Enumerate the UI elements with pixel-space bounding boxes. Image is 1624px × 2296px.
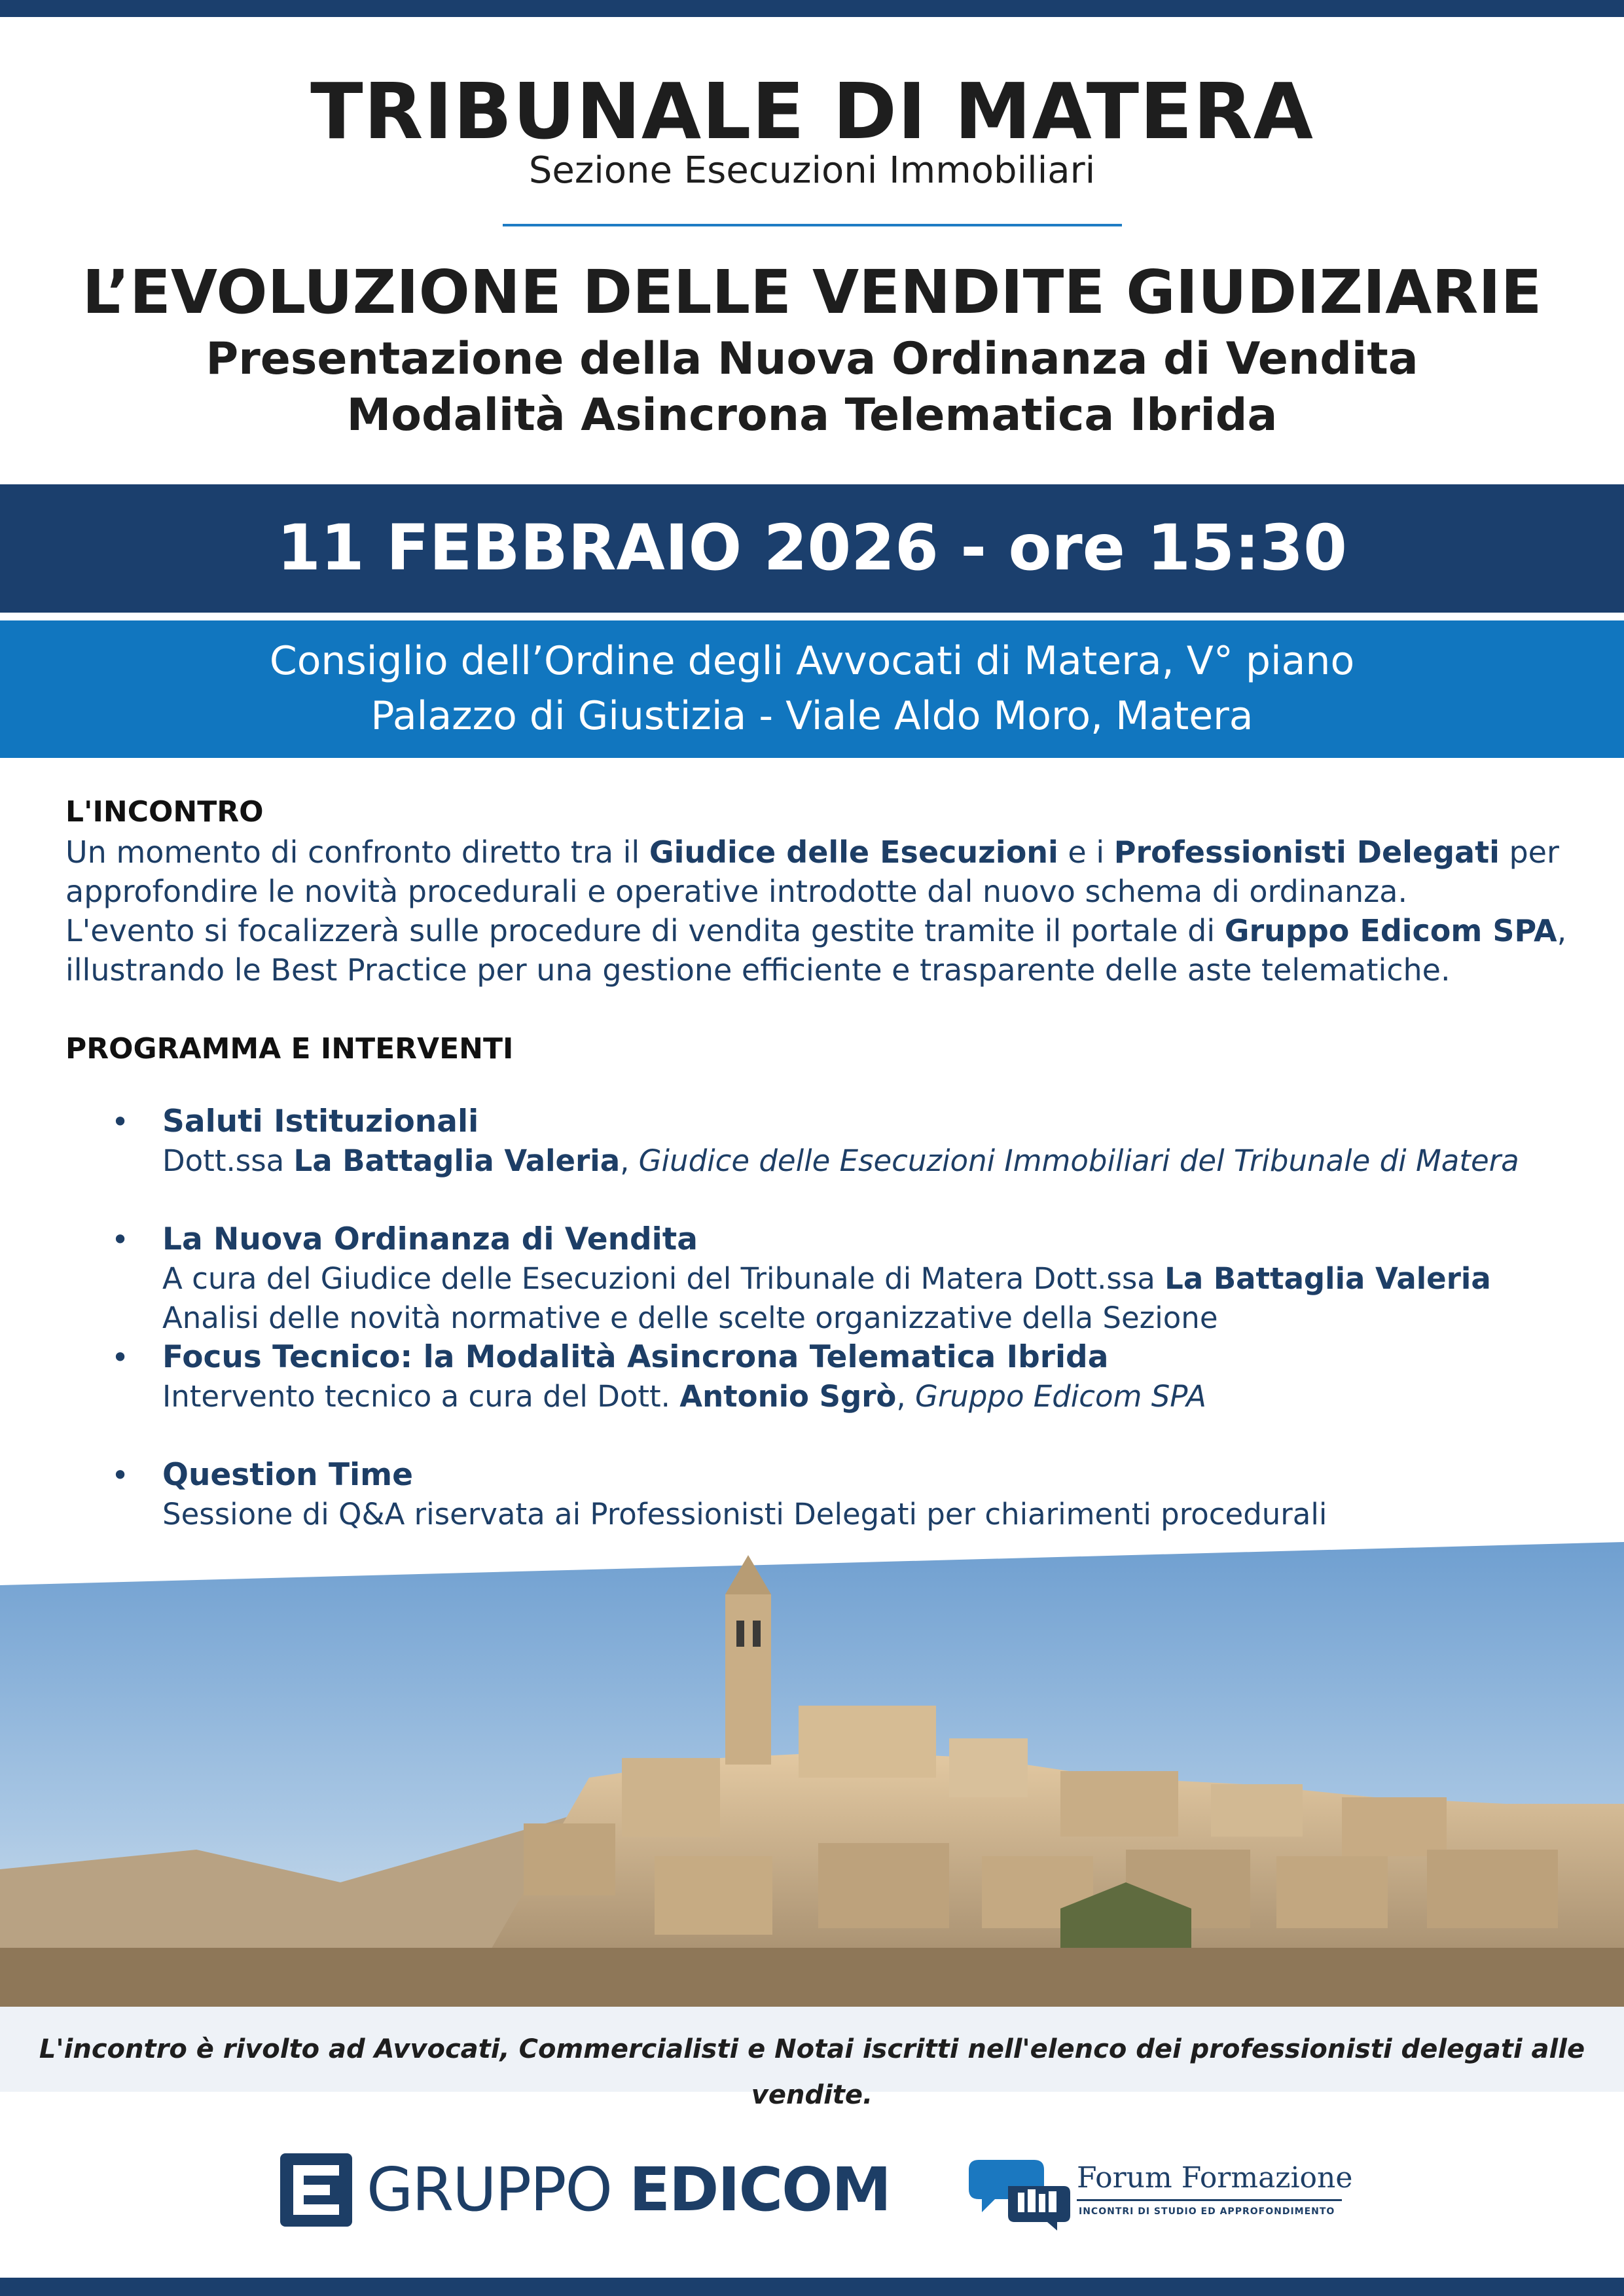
forum-tagline: INCONTRI DI STUDIO ED APPROFONDIMENTO <box>1079 2206 1335 2217</box>
title-divider <box>503 224 1122 226</box>
audience-note: L'incontro è rivolto ad Avvocati, Commercialisti e Notai iscritti nell'elenco dei professionisti delegati alle vendite. <box>39 2034 1585 2110</box>
text-span: e i <box>1058 834 1114 870</box>
program-item <box>65 1102 1571 1181</box>
text-span: Un momento di confronto diretto tra il <box>65 834 649 870</box>
text-span: GRUPPO <box>367 2155 630 2225</box>
program-item-title: Saluti Istituzionali <box>162 1103 479 1139</box>
incontro-paragraph-line-1 <box>65 833 1571 872</box>
judge-highlight: Giudice delle Esecuzioni <box>649 834 1058 870</box>
bullet-icon: • <box>111 1340 130 1375</box>
speaker-name: La Battaglia Valeria <box>293 1143 621 1178</box>
main-content <box>65 792 1571 1573</box>
forum-formazione-logo-icon <box>962 2153 1074 2232</box>
program-item-detail: Sessione di Q&A riservata ai Professionisti Delegati per chiarimenti procedurali <box>162 1497 1327 1532</box>
programma-heading: PROGRAMMA E INTERVENTI <box>65 1032 514 1066</box>
program-item-detail: Analisi delle novità normative e delle scelte organizzative della Sezione <box>162 1300 1218 1335</box>
speaker-name: Antonio Sgrò <box>679 1379 897 1414</box>
text-span: , <box>896 1379 915 1414</box>
program-item-title: Question Time <box>162 1457 413 1493</box>
bullet-icon: • <box>111 1458 130 1493</box>
incontro-paragraph-line-3 <box>65 911 1571 950</box>
venue-line-1: Consiglio dell’Ordine degli Avvocati di Matera, V° piano <box>269 638 1355 684</box>
edicom-logo-icon <box>280 2153 352 2227</box>
court-subtitle: Sezione Esecuzioni Immobiliari <box>528 149 1096 192</box>
program-item <box>65 1456 1571 1534</box>
text-span: Dott.ssa <box>162 1143 294 1178</box>
court-title: TRIBUNALE DI MATERA <box>310 66 1314 156</box>
text-span: , <box>1557 913 1567 948</box>
delegates-highlight: Professionisti Delegati <box>1113 834 1500 870</box>
incontro-heading: L'INCONTRO <box>65 795 264 829</box>
text-span: A cura del Giudice delle Esecuzioni del Tribunale di Matera Dott.ssa <box>162 1261 1165 1296</box>
program-item-title: Focus Tecnico: la Modalità Asincrona Telematica Ibrida <box>162 1339 1109 1375</box>
incontro-paragraph-line-4: illustrando le Best Practice per una gestione efficiente e trasparente delle aste telematiche. <box>65 952 1451 988</box>
bullet-icon: • <box>111 1222 130 1257</box>
speaker-name: La Battaglia Valeria <box>1164 1261 1491 1296</box>
speaker-role: Gruppo Edicom SPA <box>914 1379 1206 1414</box>
event-subtitle-1: Presentazione della Nuova Ordinanza di Vendita <box>206 333 1418 385</box>
bullet-icon: • <box>111 1104 130 1139</box>
program-item-detail <box>162 1259 1571 1299</box>
event-title: L’EVOLUZIONE DELLE VENDITE GIUDIZIARIE <box>82 257 1542 327</box>
forum-formazione-title: Forum Formazione <box>1077 2161 1353 2195</box>
bottom-border-bar <box>0 2278 1624 2296</box>
venue-line-2: Palazzo di Giustizia - Viale Aldo Moro, Matera <box>370 693 1254 739</box>
text-span: Intervento tecnico a cura del Dott. <box>162 1379 680 1414</box>
text-span: per <box>1499 834 1559 870</box>
matera-city-photo <box>0 1542 1624 2007</box>
top-border-bar <box>0 0 1624 17</box>
event-subtitle-2: Modalità Asincrona Telematica Ibrida <box>346 389 1278 441</box>
program-item-detail <box>162 1377 1571 1416</box>
incontro-paragraph-line-2: approfondire le novità procedurali e operative introdotte dal nuovo schema di ordinanza. <box>65 874 1408 909</box>
text-span: EDICOM <box>629 2155 890 2225</box>
event-date: 11 FEBBRAIO 2026 - ore 15:30 <box>277 511 1347 584</box>
program-item <box>65 1338 1571 1416</box>
program-item <box>65 1220 1571 1338</box>
program-list <box>65 1102 1571 1534</box>
text-span: , <box>620 1143 639 1178</box>
edicom-logo-text <box>367 2153 890 2227</box>
program-item-title: La Nuova Ordinanza di Vendita <box>162 1221 698 1257</box>
program-item-detail <box>162 1141 1571 1181</box>
speaker-role: Giudice delle Esecuzioni Immobiliari del Tribunale di Matera <box>638 1143 1519 1178</box>
forum-divider <box>1077 2199 1342 2201</box>
edicom-highlight: Gruppo Edicom SPA <box>1224 913 1557 948</box>
text-span: L'evento si focalizzerà sulle procedure di vendita gestite tramite il portale di <box>65 913 1225 948</box>
